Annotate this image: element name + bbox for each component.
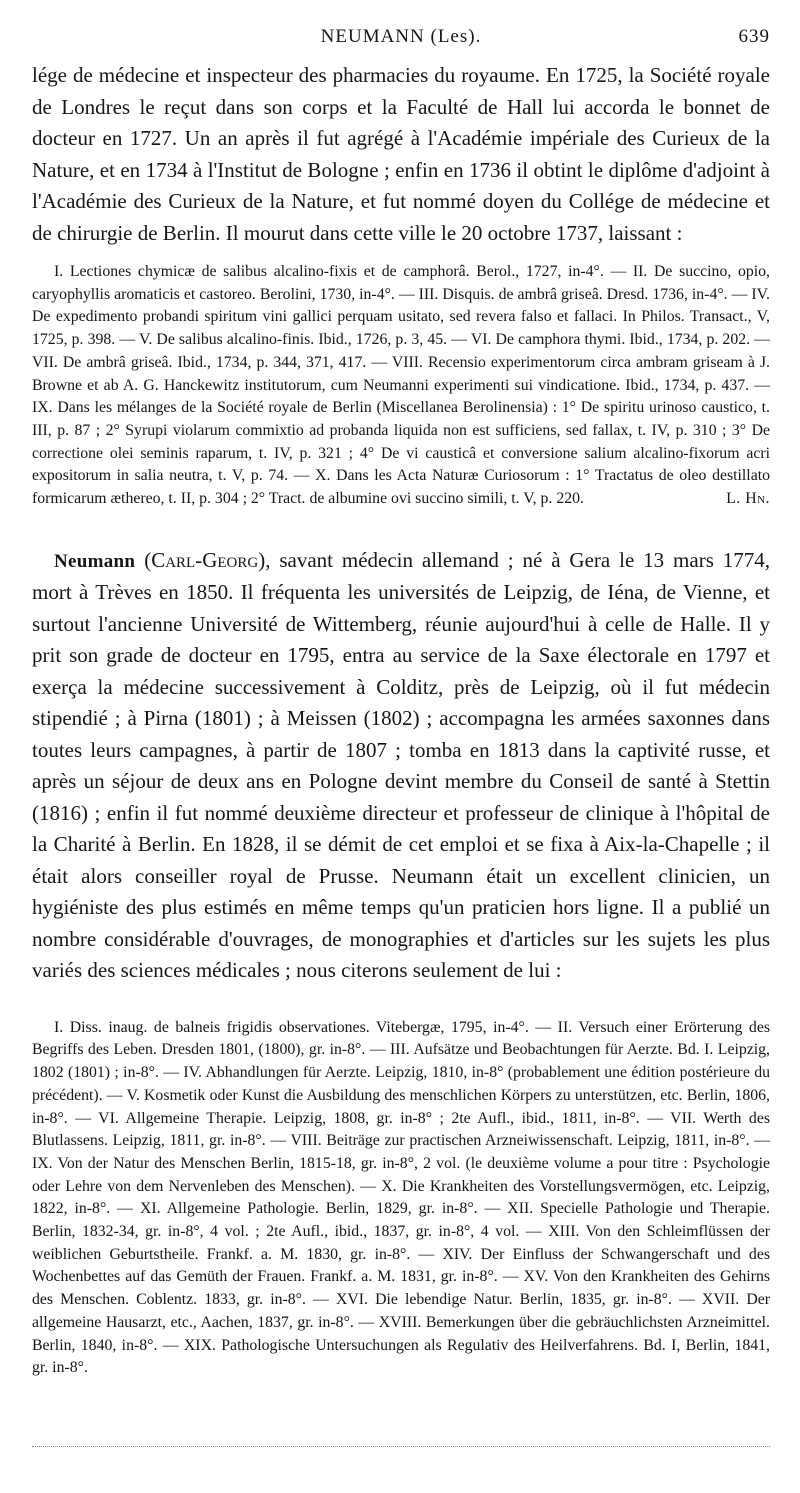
bottom-dotted-rule bbox=[32, 1446, 770, 1447]
entry-neumann-carl-georg bbox=[32, 545, 770, 987]
running-title: NEUMANN (Les). bbox=[320, 26, 482, 47]
entry1-paragraph: lége de médecine et inspecteur des pharmacies du royaume. En 1725, la Société royale de Londres le reçut dans son corps et la Faculté de Hall lui accorda le bonnet de docteur en 1727. Un an après il fut agrégé à l'Académie impériale des Curieux de la Nature, et en 1734 à l'Institut de Bologne ; enfin en 1736 il obtint le diplôme d'adjoint à l'Académie des Curieux de la Nature, et fut nommé doyen du Collége de médecine et de chirurgie de Berlin. Il mourut dans cette ville le 20 octobre 1737, laissant : bbox=[32, 63, 770, 245]
running-head bbox=[32, 26, 770, 60]
entry-neumann-caspar-continued bbox=[32, 60, 770, 249]
entry1-bibliography-text: I. Lectiones chymicæ de salibus alcalino-fixis et de camphorâ. Berol., 1727, in-4°. — II. De succino, opio, caryophyllis aromaticis et castoreo. Berolini, 1730, in-4°. — III. Disquis. de ambrâ griseâ. Dresd. 1736, in-4°. — IV. De expedimento probandi spiritum vini gallici perquam usitato, sed revera falso et fallaci. In Philos. Transact., V, 1725, p. 398. — V. De salibus alcalino-finis. Ibid., 1726, p. 3, 45. — VI. De camphora thymi. Ibid., 1734, p. 202. — VII. De ambrâ griseâ. Ibid., 1734, p. 344, 371, 417. — VIII. Recensio experimentorum circa ambram griseam à J. Browne et ab A. G. Hanckewitz institutorum, cum Neumanni experimenti sui vindicatione. Ibid., 1734, p. 437. — IX. Dans les mélanges de la Société royale de Berlin (Miscellanea Berolinensia) : 1° De spiritu urinoso caustico, t. III, p. 87 ; 2° Syrupi violarum commixtio ad probanda liquida non est sufficiens, sed fallax, t. IV, p. 310 ; 3° De correctione olei seminis raparum, t. IV, p. 321 ; 4° De vi causticâ et conversione salium alcalino-fixorum acri expositorum in salia neutra, t. V, p. 74. — X. Dans les Acta Naturæ Curiosorum : 1° Tractatus de oleo destillato formicarum æthereo, t. II, p. 304 ; 2° Tract. de albumine ovi succino simili, t. V, p. 220. bbox=[32, 263, 770, 508]
entry1-bibliography bbox=[32, 261, 770, 511]
page-number: 639 bbox=[738, 26, 770, 47]
entry2-paragraph: , savant médecin allemand ; né à Gera le 13 mars 1774, mort à Trèves en 1850. Il fréquenta les universités de Leipzig, de Iéna, de Vienne, et surtout l'ancienne Université de Wittemberg, réunie aujourd'hui à celle de Halle. Il y prit son grade de docteur en 1795, entra au service de la Saxe électorale en 1797 et exerça la médecine successivement à Colditz, près de Leipzig, où il fut médecin stipendié ; à Pirna (1801) ; à Meissen (1802) ; accompagna les armées saxonnes dans toutes leurs campagnes, à partir de 1807 ; tomba en 1813 dans la captivité russe, et après un séjour de deux ans en Pologne devint membre du Conseil de santé à Stettin (1816) ; enfin il fut nommé deuxième directeur et professeur de clinique à l'hôpital de la Charité à Berlin. En 1828, il se démit de cet emploi et se fixa à Aix-la-Chapelle ; il était alors conseiller royal de Prusse. Neumann était un excellent clinicien, un hygiéniste des plus estimés en même temps qu'un praticien hors ligne. Il a publié un nombre considérable d'ouvrages, de monographies et d'articles sur les sujets les plus variés des sciences médicales ; nous citerons seulement de lui : bbox=[32, 547, 771, 983]
entry2-given-names: (Carl-Georg) bbox=[144, 547, 266, 572]
author-signature: L. Hn. bbox=[726, 490, 770, 508]
entry2-headword: Neumann bbox=[54, 550, 136, 572]
entry2-bibliography bbox=[32, 1017, 770, 1380]
entry2-bibliography-text: I. Diss. inaug. de balneis frigidis observationes. Vitebergæ, 1795, in-4°. — II. Versuch einer Erörterung des Begriffs des Leben. Dresden 1801, (1800), gr. in-8°. — III. Aufsätze und Beobachtungen für Aerzte. Bd. I. Leipzig, 1802 (1801) ; in-8°. — IV. Abhandlungen für Aerzte. Leipzig, 1810, in-8° (probablement une édition postérieure du précédent). — V. Kosmetik oder Kunst die Ausbildung des menschlichen Körpers zu unterstützen, etc. Berlin, 1806, in-8°. — VI. Allgemeine Therapie. Leipzig, 1808, gr. in-8° ; 2te Aufl., ibid., 1811, in-8°. — VII. Werth des Blutlassens. Leipzig, 1811, gr. in-8°. — VIII. Beiträge zur practischen Arzneiwissenschaft. Leipzig, 1811, in-8°. — IX. Von der Natur des Menschen Berlin, 1815-18, gr. in-8°, 2 vol. (le deuxième volume a pour titre : Psychologie oder Lehre von dem Nervenleben des Menschen). — X. Die Krankheiten des Vorstellungsvermögen, etc. Leipzig, 1822, in-8°. — XI. Allgemeine Pathologie. Berlin, 1829, gr. in-8°. — XII. Specielle Pathologie und Therapie. Berlin, 1832-34, gr. in-8°, 4 vol. ; 2te Aufl., ibid., 1837, gr. in-8°, 4 vol. — XIII. Von den Schleimflüssen der weiblichen Geburtstheile. Frankf. a. M. 1830, gr. in-8°. — XIV. Der Einfluss der Schwangerschaft und des Wochenbettes auf das Gemüth der Frauen. Frankf. a. M. 1831, gr. in-8°. — XV. Von den Krankheiten des Gehirns des Menschen. Coblentz. 1833, gr. in-8°. — XVI. Die lebendige Natur. Berlin, 1835, gr. in-8°. — XVII. Der allgemeine Hausarzt, etc., Aachen, 1837, gr. in-8°. — XVIII. Bemerkungen über die gebräuchlichsten Arzneimittel. Berlin, 1840, in-8°. — XIX. Pathologische Untersuchungen als Regulativ des Heilverfahrens. Bd. I, Berlin, 1841, gr. in-8°. bbox=[32, 1018, 770, 1377]
